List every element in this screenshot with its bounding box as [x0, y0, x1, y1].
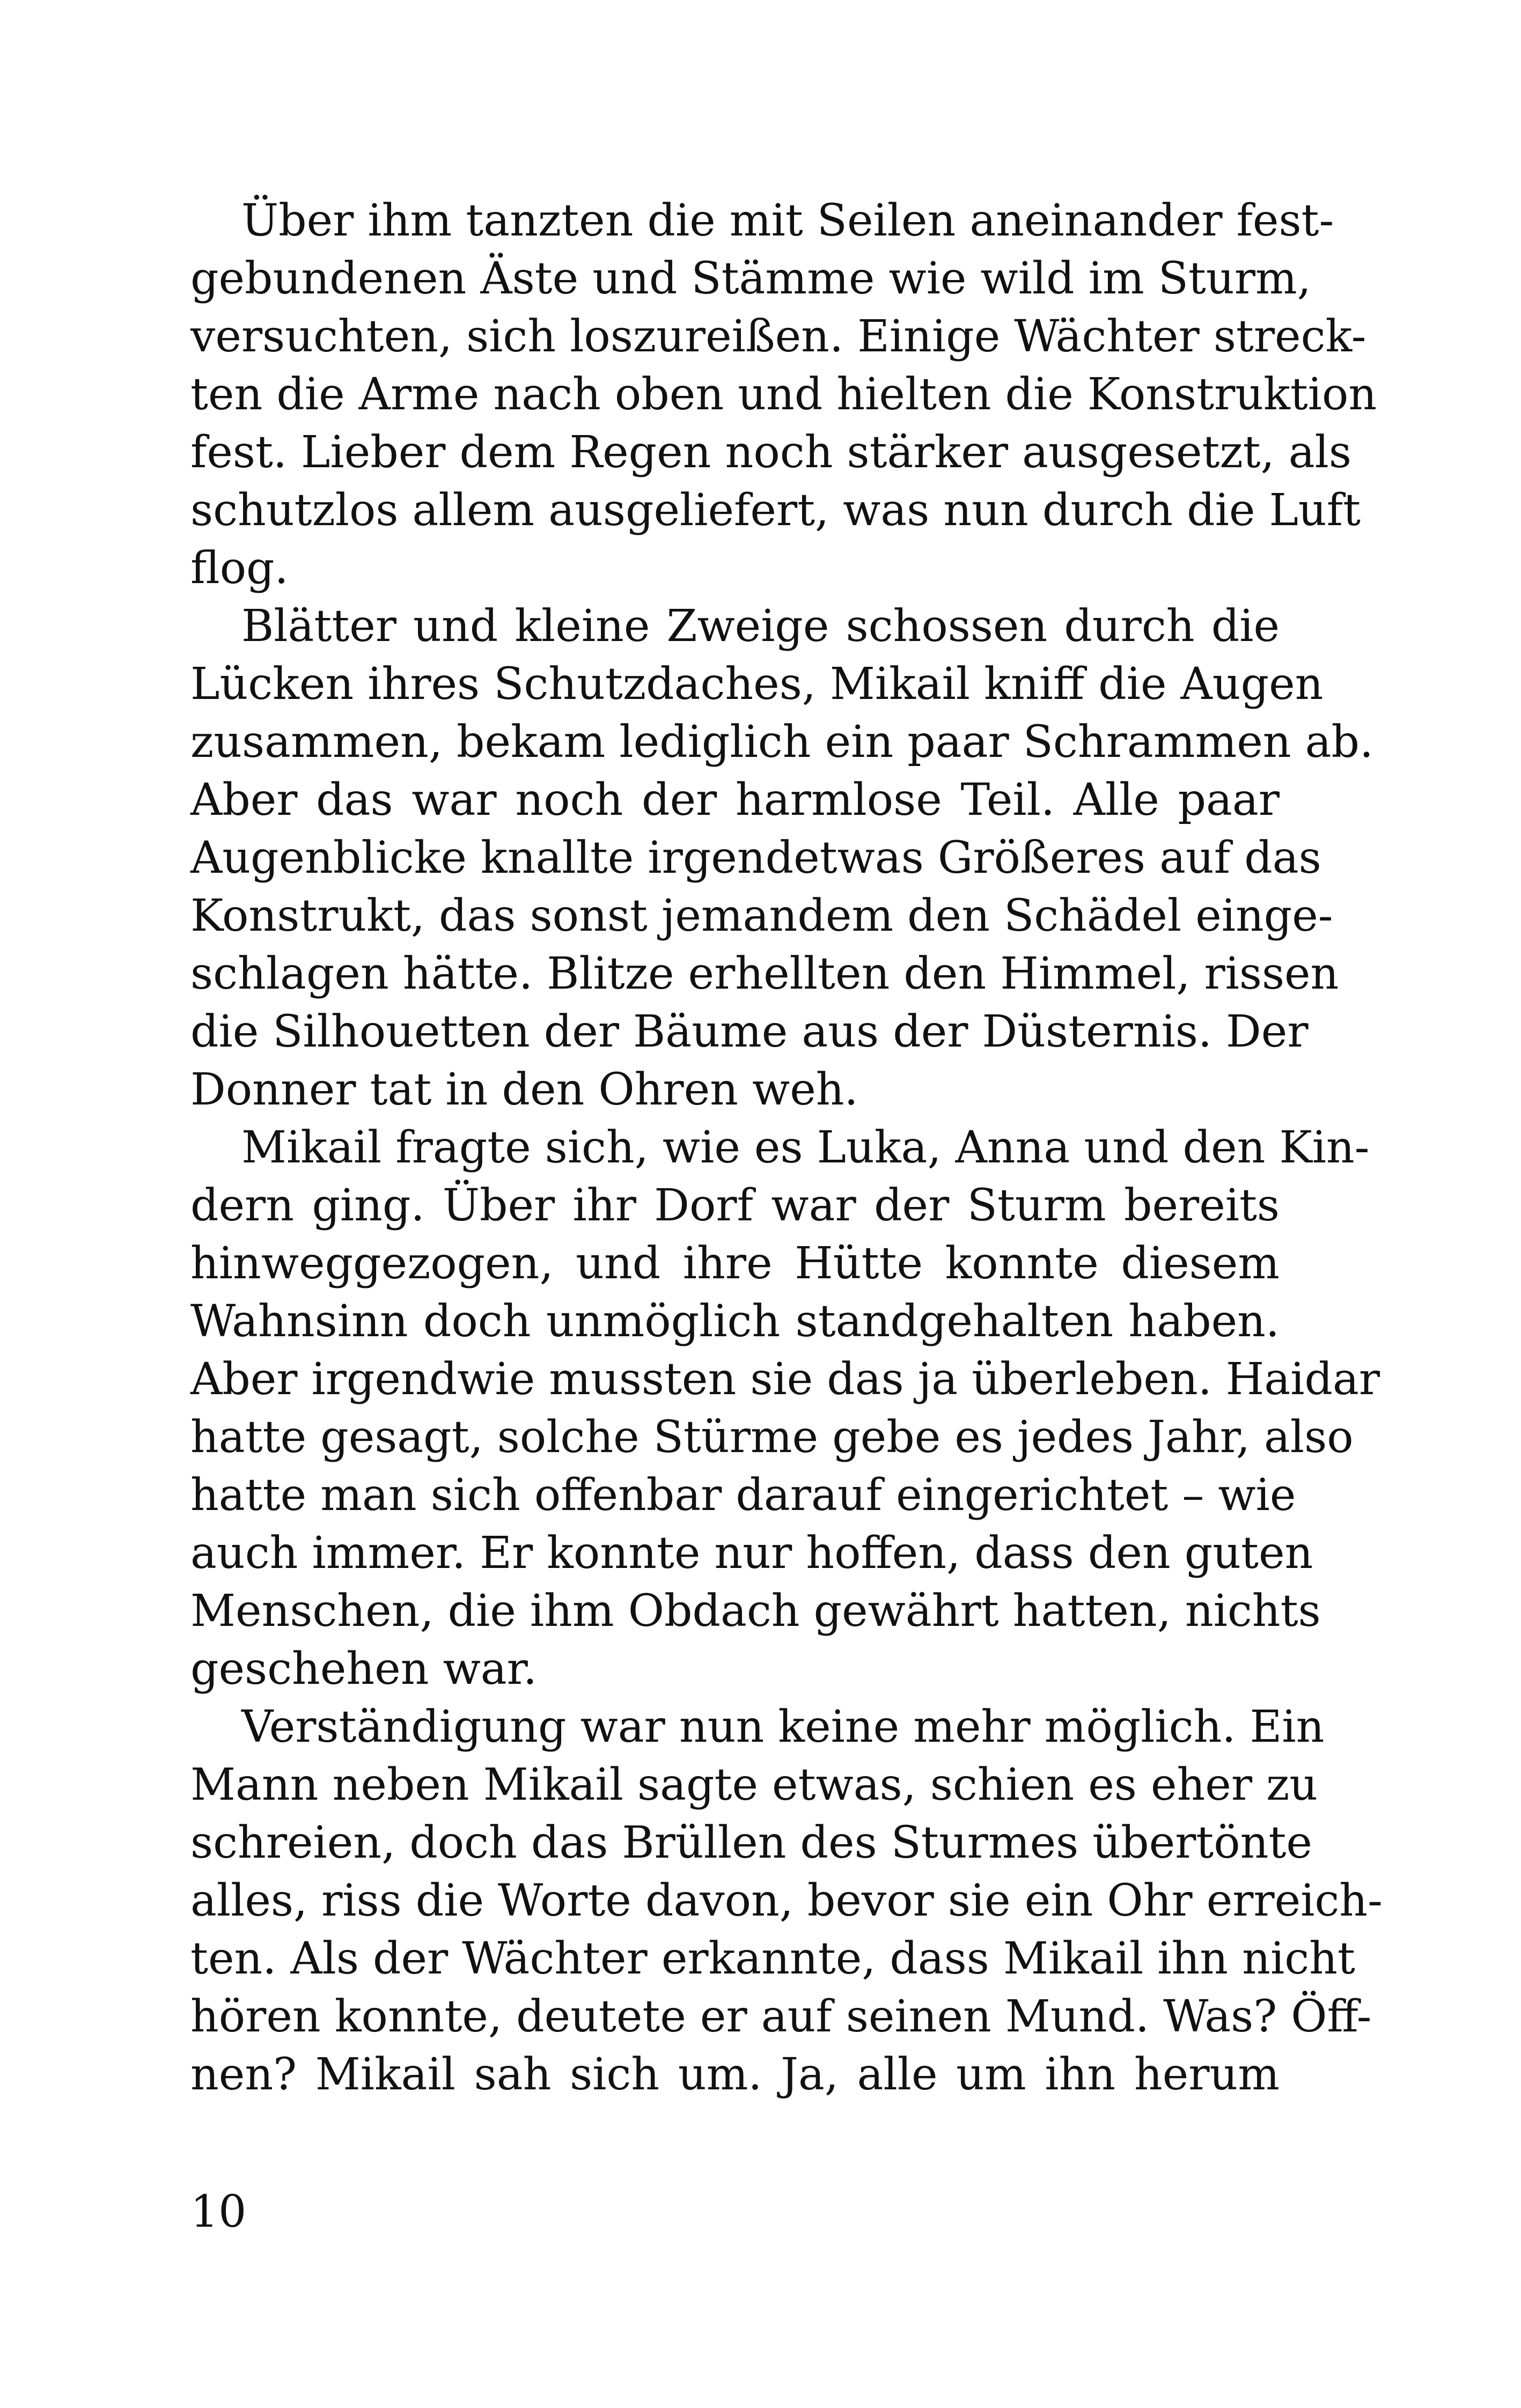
text-line: gebundenen Äste und Stämme wie wild im Sturm, [190, 253, 1311, 304]
text-line: auch immer. Er konnte nur hoffen, dass den guten [190, 1528, 1313, 1579]
page-number: 10 [190, 2186, 247, 2237]
text-line: versuchten, sich loszureißen. Einige Wächter streck- [190, 311, 1366, 362]
text-line: Aber das war noch der harmlose Teil. Alle paar [190, 775, 1280, 826]
text-line: Mikail fragte sich, wie es Luka, Anna und den Kin- [241, 1122, 1370, 1173]
text-line: Mann neben Mikail sagte etwas, schien es eher zu [190, 1759, 1318, 1810]
text-line: nen? Mikail sah sich um. Ja, alle um ihn herum [190, 2049, 1280, 2100]
text-line: schlagen hätte. Blitze erhellten den Himmel, rissen [190, 948, 1339, 999]
text-line: Konstrukt, das sonst jemandem den Schädel einge- [190, 890, 1333, 941]
text-line: geschehen war. [190, 1644, 537, 1695]
text-line: die Silhouetten der Bäume aus der Düsternis. Der [190, 1006, 1309, 1057]
text-line: ten die Arme nach oben und hielten die Konstruktion [190, 369, 1377, 420]
text-line: Verständigung war nun keine mehr möglich. Ein [241, 1702, 1325, 1752]
text-line: Menschen, die ihm Obdach gewährt hatten, nichts [190, 1586, 1321, 1637]
body-text [190, 192, 1383, 2104]
text-line: ten. Als der Wächter erkannte, dass Mikail ihn nicht [190, 1933, 1355, 1984]
paragraph [190, 1119, 1380, 1698]
text-line: schutzlos allem ausgeliefert, was nun durch die Luft [190, 485, 1361, 536]
text-line: Aber irgendwie mussten sie das ja überleben. Haidar [190, 1354, 1380, 1405]
text-line: Blätter und kleine Zweige schossen durch die [241, 601, 1280, 652]
text-line: Lücken ihres Schutzdaches, Mikail kniff die Augen [190, 659, 1324, 710]
paragraph [190, 598, 1374, 1119]
text-line: Donner tat in den Ohren weh. [190, 1064, 858, 1115]
text-line: hören konnte, deutete er auf seinen Mund. Was? Öff- [190, 1991, 1372, 2042]
text-line: dern ging. Über ihr Dorf war der Sturm bereits [190, 1180, 1280, 1231]
text-line: zusammen, bekam lediglich ein paar Schrammen ab. [190, 717, 1374, 768]
text-line: Augenblicke knallte irgendetwas Größeres auf das [190, 833, 1321, 883]
text-line: hinweggezogen, und ihre Hütte konnte diesem [190, 1238, 1280, 1289]
text-line: Über ihm tanzten die mit Seilen aneinander fest- [241, 195, 1334, 246]
text-line: hatte gesagt, solche Stürme gebe es jedes Jahr, also [190, 1412, 1354, 1463]
text-line: hatte man sich offenbar darauf eingerichtet – wie [190, 1470, 1296, 1521]
text-line: schreien, doch das Brüllen des Sturmes übertönte [190, 1817, 1312, 1868]
paragraph [190, 1698, 1383, 2104]
text-line: flog. [190, 543, 289, 594]
paragraph [190, 192, 1377, 598]
text-line: fest. Lieber dem Regen noch stärker ausgesetzt, als [190, 427, 1351, 478]
text-line: Wahnsinn doch unmöglich standgehalten haben. [190, 1296, 1280, 1347]
text-line: alles, riss die Worte davon, bevor sie ein Ohr erreich- [190, 1875, 1383, 1926]
